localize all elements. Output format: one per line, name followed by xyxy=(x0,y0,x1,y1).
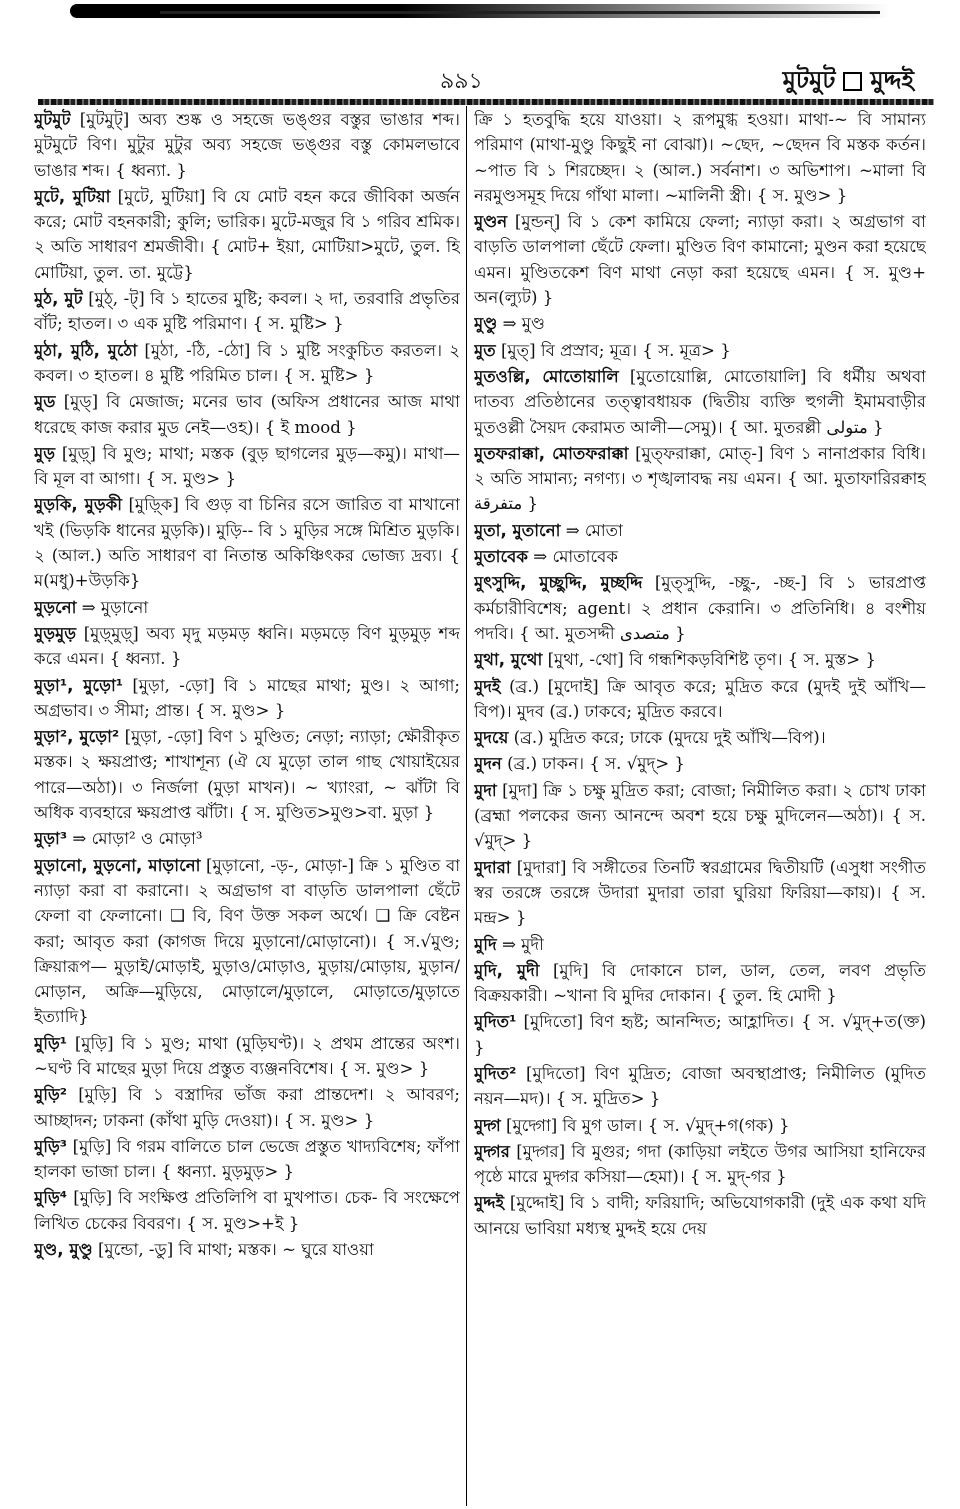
entry-headword: মুণ্ডু xyxy=(474,314,498,334)
dictionary-entry xyxy=(474,338,926,363)
entry-definition: [মুদ্দোই] বি ১ বাদী; ফরিয়াদি; অভিযোগকারী (দুই এক কথা যদি আনয়ে ভাবিয়া মধ্যস্থ মুদ্দই হয়ে দেয় xyxy=(474,1193,926,1238)
entry-definition: [মুদা] ক্রি ১ চক্ষু মুদ্রিত করা; বোজা; নিমীলিত করা। ২ চোখ ঢাকা (ব্রহ্মা পলকের জন্য আনন্দে অবশ হয়ে চক্ষু মুদিলেন—অঠা)। { স. √মুদ্> } xyxy=(474,780,926,851)
dictionary-entry xyxy=(34,595,460,620)
guide-word-last: মুদ্দই xyxy=(870,66,914,94)
entry-headword: মুড়মুড় xyxy=(34,623,77,643)
entry-headword: মুদন xyxy=(474,754,502,774)
entry-headword: মুড়ি⁴ xyxy=(34,1188,68,1208)
dictionary-entry xyxy=(474,674,926,725)
entry-definition: [মুড়া, -ড়ো] বিণ ১ মুণ্ডিত; নেড়া; ন্যাড়া; ক্ষৌরীকৃত মস্তক। ২ ক্ষয়প্রাপ্ত; শাখাশূন্য (ঐ যে মুড়ো তাল গাছ খোয়াইয়ের পারে—অঠা)। ৩ নির্জলা (মুড়া মাখন)। ~ খ্যাংরা, ~ ঝাঁটা বি অধিক ব্যবহারে ক্ষয়প্রাপ্ত ঝাঁটা। { স. মুণ্ডিত>মুণ্ড>বা. মুড়া } xyxy=(34,727,460,823)
entry-headword: মুথা, মুথো xyxy=(474,650,543,670)
entry-headword: মুড়ি³ xyxy=(34,1136,68,1156)
entry-headword: মুড়কি, মুড়কী xyxy=(34,495,123,515)
dictionary-entry xyxy=(474,958,926,1009)
right-column xyxy=(474,107,926,1503)
entry-definition: [মুদ্গর] বি মুগুর; গদা (কাড়িয়া লইতে উগর আসিয়া হানিফের পৃষ্ঠে মারে মুদ্গর কসিয়া—হেমা)। { স. মুদ্-গর } xyxy=(474,1141,926,1187)
dictionary-entry xyxy=(34,673,460,724)
entry-headword: মুড xyxy=(34,392,56,412)
dictionary-entry xyxy=(474,751,926,776)
entry-headword: মুণ্ডন xyxy=(474,212,508,232)
entry-headword: মুদারা xyxy=(474,857,511,877)
entry-definition: [মুত্ফরাক্কা, মোত্-] বিণ ১ নানাপ্রকার বিধি। ২ অতি সামান্য; নগণ্য। ৩ শৃঙ্খলাবদ্ধ নয় এমন। { আ. মুতাফারিরক্বাহ متفرقة } xyxy=(474,443,926,514)
dictionary-entry xyxy=(474,725,926,750)
square-separator-icon xyxy=(843,72,862,91)
entry-headword: মুদয়ে xyxy=(474,728,509,748)
entry-definition: [মুড্] বি মেজাজ; মনের ভাব (অফিস প্রধানের আজ মাথা ধরেছে কাজ করার মুড নেই—ওহ)। { ই mood } xyxy=(34,392,460,437)
entry-headword: মুতফরাক্কা, মোতফরাক্কা xyxy=(474,443,629,463)
column-divider xyxy=(466,106,467,1506)
dictionary-entry xyxy=(474,647,926,672)
guide-word-first: মুটমুট xyxy=(782,66,836,94)
entry-headword: মুদি, মুদী xyxy=(474,960,540,980)
header-rule xyxy=(38,99,934,105)
entry-headword: মুদিত² xyxy=(474,1063,517,1083)
dictionary-entry xyxy=(474,570,926,646)
entry-headword: মুড়া¹, মুড়ো¹ xyxy=(34,675,124,695)
entry-definition: [মুন্ডো, -ডু] বি মাথা; মস্তক। ~ ঘুরে যাওয়া xyxy=(97,1240,374,1260)
dictionary-entry xyxy=(474,855,926,931)
dictionary-entry xyxy=(474,209,926,310)
dictionary-entry xyxy=(474,544,926,569)
entry-headword: মুতা, মুতানো xyxy=(474,520,561,540)
dictionary-entry xyxy=(34,492,460,593)
dictionary-entry xyxy=(34,1185,460,1236)
entry-definition: [মুদিতো] বিণ মুদ্রিত; বোজা অবস্থাপ্রাপ্ত; নিমীলিত (মুদিত নয়ন—মদ)। { স. মুদ্রিত> } xyxy=(474,1063,926,1109)
guide-words xyxy=(783,62,914,102)
entry-definition: [মুথা, -থো] বি গন্ধশিকড়বিশিষ্ট তৃণ। { স. মুস্ত> } xyxy=(547,650,877,670)
dictionary-entry xyxy=(34,107,460,183)
entry-definition: [মুদারা] বি সঙ্গীতের তিনটি স্বরগ্রামের দ্বিতীয়টি (এসুধা সংগীত স্বর তরঙ্গে তরঙ্গে উদারা মুদারা তারা ঘুরিয়া ফিরিয়া—কায়)। { স. মন্দ্র> } xyxy=(474,857,926,928)
entry-headword: মুদ্গর xyxy=(474,1141,510,1161)
entry-definition: (ব্র.) মুদ্রিত করে; ঢাকে (মুদয়ে দুই আঁখি—বিপ)। xyxy=(513,728,826,748)
entry-headword: মুদই xyxy=(474,676,501,696)
entry-definition: [মুতোয়োল্লি, মোতোয়ালি] বি ধর্মীয় অথবা দাতব্য প্রতিষ্ঠানের তত্ত্বাবধায়ক (দ্বিতীয় ব্যক্তি হুগলী ইমামবাড়ীর মুতওল্লী সৈয়দ কেরামত আলী—সেমু)। { আ. মুতরল্লী متولی } xyxy=(474,366,926,437)
entry-headword: মুড়া³ xyxy=(34,829,68,849)
page-number: ৯৯১ xyxy=(440,69,483,94)
dictionary-entry xyxy=(34,1031,460,1082)
dictionary-entry xyxy=(474,1190,926,1241)
entry-definition: [মুড়ি] বি ১ বস্ত্রাদির ভাঁজ করা প্রান্তদেশ। ২ আবরণ; আচ্ছাদন; ঢাকনা (কাঁথা মুড়ি দেওয়া)। { স. মুণ্ড> } xyxy=(34,1085,460,1130)
entry-headword: মুদ্গ xyxy=(474,1115,501,1135)
dictionary-entry xyxy=(474,778,926,854)
dictionary-entry xyxy=(34,621,460,672)
dictionary-entry xyxy=(474,441,926,517)
dictionary-entry xyxy=(474,1139,926,1190)
entry-definition: ⇒ মুদী xyxy=(501,934,544,954)
entry-definition: [মুড়া, -ড়ো] বি ১ মাছের মাথা; মুণ্ড। ২ আগা; অগ্রভাব। ৩ সীমা; প্রান্ত। { স. মুণ্ড> } xyxy=(34,675,460,720)
entry-definition: [মুদি] বি দোকানে চাল, ডাল, তেল, লবণ প্রভৃতি বিক্রয়কারী। ~খানা বি মুদির দোকান। { তুল. হি মোদী } xyxy=(474,960,926,1006)
entry-headword: মুণ্ড, মুণ্ডু xyxy=(34,1240,93,1260)
entry-headword: মুটে, মুটিয়া xyxy=(34,186,111,206)
page-header xyxy=(40,62,920,98)
entry-definition: [মুঠা, -ঠি, -ঠো] বি ১ মুষ্টি সংকুচিত করতল। ২ কবল। ৩ হাতল। ৪ মুষ্টি পরিমিত চাল। { স. মুষ্টি> } xyxy=(34,340,460,385)
entry-headword: মুদ্দই xyxy=(474,1193,505,1213)
entry-definition: (ব্র.) [মুদোই] ক্রি আবৃত করে; মুদ্রিত করে (মুদই দুই আঁখি—বিপ)। মুদব (ব্র.) ঢাকবে; মুদ্রিত করবে। xyxy=(474,676,926,721)
entry-headword: মুদা xyxy=(474,780,497,800)
entry-definition: [মুত্] বি প্রস্রাব; মূত্র। { স. মূত্র> } xyxy=(500,340,731,360)
entry-definition: ⇒ মুড়ানো xyxy=(81,597,149,617)
entry-definition: ⇒ মোতা xyxy=(565,520,623,540)
entry-headword: মুড়ানো, মুড়নো, মাড়ানো xyxy=(34,855,201,875)
dictionary-entry xyxy=(34,1237,460,1262)
entry-definition: ⇒ মুণ্ড xyxy=(502,314,546,334)
entry-headword: মুড়া², মুড়ো² xyxy=(34,727,120,747)
top-scan-line xyxy=(160,11,880,14)
entry-headword: মুঠ, মুট xyxy=(34,289,83,309)
dictionary-entry xyxy=(34,286,460,337)
entry-definition: [মুড়ি] বি ১ মুণ্ড; মাথা (মুড়িঘণ্ট)। ২ প্রথম প্রান্তের অংশ। ~ঘণ্ট বি মাছের মুড়া দিয়ে প্রস্তুত ব্যঞ্জনবিশেষ। { স. মুণ্ড> } xyxy=(34,1033,460,1078)
entry-definition: [মুদিতো] বিণ হৃষ্ট; আনন্দিত; আহ্লাদিত। { স. √মুদ্+ত(ক্ত) } xyxy=(474,1012,926,1057)
entry-headword: মুঠা, মুঠি, মুঠো xyxy=(34,340,138,360)
entry-definition: ⇒ মোতাবেক xyxy=(533,547,618,567)
entry-definition: [মুড়্কি] বি গুড় বা চিনির রসে জারিত বা মাখানো খই (ভিড়কি ধানের মুড়কি)। মুড়ি-- বি ১ মুড়ির সঙ্গে মিশ্রিত মুড়কি। ২ (আল.) অতি সাধারণ বা নিতান্ত অকিঞ্চিৎকর ভোজ্য দ্রব্য। { ম(মধু)+উড়কি} xyxy=(34,495,460,591)
dictionary-entry xyxy=(34,389,460,440)
dictionary-entry xyxy=(474,518,926,543)
dictionary-entry xyxy=(474,1113,926,1138)
entry-headword: মুটমুট xyxy=(34,110,71,129)
entry-definition: [মুটমুট্] অব্য শুষ্ক ও সহজে ভঙ্গুর বস্তুর ভাঙার শব্দ। মুটমুটে বিণ। মুটুর মুটুর অব্য সহজে ভঙ্গুর বস্তু কোমলভাবে ভাঙার শব্দ। { ধ্বন্যা. } xyxy=(34,110,460,180)
entry-definition: [মুত্সুদ্দি, -চ্ছু-, -চ্ছ-] বি ১ ভারপ্রাপ্ত কর্মচারীবিশেষ; agent। ২ প্রধান কেরানি। ৩ প্রতিনিধি। ৪ বংশীয় পদবি। { আ. মুতসদ্দী متصدی } xyxy=(474,573,926,643)
entry-definition: [মুড়ানো, -ড়-, মোড়া-] ক্রি ১ মুণ্ডিত বা ন্যাড়া করা বা করানো। ২ অগ্রভাগ বা বাড়তি ডালপালা ছেঁটে ফেলা বা ফেলানো। ❑ বি, বিণ উক্ত সকল অর্থে। ❑ ক্রি বেষ্টন করা; আবৃত করা (কাগজ দিয়ে মুড়ানো/মোড়ানো)। { স.√মুণ্ড; ক্রিয়ারূপ— মুড়াই/মোড়াই, মুড়াও/মোড়াও, মুড়ায়/মোড়ায়, মুড়ান/মোড়ান, অক্রি—মুড়িয়ে, মোড়ালে/মুড়ালে, মোড়াতে/মুড়াতে ইত্যাদি} xyxy=(34,855,460,1027)
entry-headword: মুদিত¹ xyxy=(474,1012,517,1032)
dictionary-entry xyxy=(34,826,460,851)
entry-definition: [মুড়ি] বি গরম বালিতে চাল ভেজে প্রস্তুত খাদ্যবিশেষ; ফাঁপা হালকা ভাজা চাল। { ধ্বন্যা. মুড়মুড়> } xyxy=(34,1136,460,1182)
dictionary-entry xyxy=(474,311,926,336)
dictionary-entry xyxy=(474,364,926,440)
entry-headword: মুৎসুদ্দি, মুচ্ছুদ্দি, মুচ্ছদ্দি xyxy=(474,573,643,593)
entry-definition: [মুন্ডন্] বি ১ কেশ কামিয়ে ফেলা; ন্যাড়া করা। ২ অগ্রভাগ বা বাড়তি ডালপালা ছেঁটে ফেলা। মুণ্ডিত বিণ কামানো; মুণ্ডন করা হয়েছে এমন। মুণ্ডিতকেশ বিণ মাথা নেড়া করা হয়েছে এমন। { স. মুণ্ড+ অন(ল্যুট) } xyxy=(474,212,926,308)
dictionary-entry xyxy=(34,724,460,825)
entry-headword: মুত xyxy=(474,340,496,360)
dictionary-entry xyxy=(474,1061,926,1112)
entry-definition: [মুদ্গো] বি মুগ ডাল। { স. √মুদ্+গ(গক) } xyxy=(506,1115,790,1135)
entry-definition: ক্রি ১ হতবুদ্ধি হয়ে যাওয়া। ২ রূপমুগ্ধ হওয়া। মাথা-~ বি সামান্য পরিমাণ (মাথা-মুণ্ডু কিছুই না বোঝা)। ~ছেদ, ~ছেদন বি মস্তক কর্তন। ~পাত বি ১ শিরচ্ছেদ। ২ (আল.) সর্বনাশ। ৩ অভিশাপ। ~মালা বি নরমুণ্ডসমূহ দিয়ে গাঁথা মালা। ~মালিনী স্ত্রী। { স. মুণ্ড> } xyxy=(474,110,926,205)
dictionary-entry xyxy=(474,932,926,957)
dictionary-entry xyxy=(474,1009,926,1060)
entry-headword: মুড়নো xyxy=(34,597,77,617)
entry-definition: [মুড়ি] বি সংক্ষিপ্ত প্রতিলিপি বা মুখপাত। চেক- বি সংক্ষেপে লিখিত চেকের বিবরণ। { স. মুণ্ড>+ই } xyxy=(34,1188,460,1233)
entry-definition: [মুড়্] বি মুণ্ড; মাথা; মস্তক (বুড় ছাগলের মুড়—কমু)। মাথা— বি মূল বা আগা। { স. মুণ্ড> } xyxy=(34,443,460,489)
entry-headword: মুড় xyxy=(34,443,56,463)
entry-headword: মুড়ি¹ xyxy=(34,1033,68,1053)
entry-definition: [মুড়্মুড়্] অব্য মৃদু মড়মড় ধ্বনি। মড়মড়ে বিণ মুড়মুড় শব্দ করে এমন। { ধ্বন্যা. } xyxy=(34,623,460,669)
entry-definition: [মুঠ্, -ট্] বি ১ হাতের মুষ্টি; কবল। ২ দা, তরবারি প্রভৃতির বাঁট; হাতল। ৩ এক মুষ্টি পরিমাণ। { স. মুষ্টি> } xyxy=(34,289,460,334)
dictionary-entry xyxy=(34,853,460,1030)
left-column xyxy=(34,107,460,1503)
entry-definition: (ব্র.) ঢাকন। { স. √মুদ্> } xyxy=(507,754,685,774)
entry-definition: ⇒ মোড়া² ও মোড়া³ xyxy=(72,829,203,849)
entry-definition: [মুটে, মুটিয়া] বি যে মোট বহন করে জীবিকা অর্জন করে; মোট বহনকারী; কুলি; ভারিক। মুটে-মজুর বি ১ গরিব শ্রমিক। ২ অতি সাধারণ শ্রমজীবী। { মোট+ ইয়া, মোটিয়া>মুটে, তুল. হি মোটিয়া, তুল. তা. মুট্টে} xyxy=(34,186,460,282)
entry-headword: মুদি xyxy=(474,934,497,954)
dictionary-entry xyxy=(34,338,460,389)
entry-headword: মুতওল্লি, মোতোয়ালি xyxy=(474,366,619,386)
dictionary-entry xyxy=(34,1082,460,1133)
dictionary-entry xyxy=(34,184,460,285)
dictionary-entry xyxy=(474,107,926,208)
entry-headword: মুতাবেক xyxy=(474,547,528,567)
entry-headword: মুড়ি² xyxy=(34,1085,68,1105)
dictionary-entry xyxy=(34,441,460,492)
dictionary-entry xyxy=(34,1134,460,1185)
